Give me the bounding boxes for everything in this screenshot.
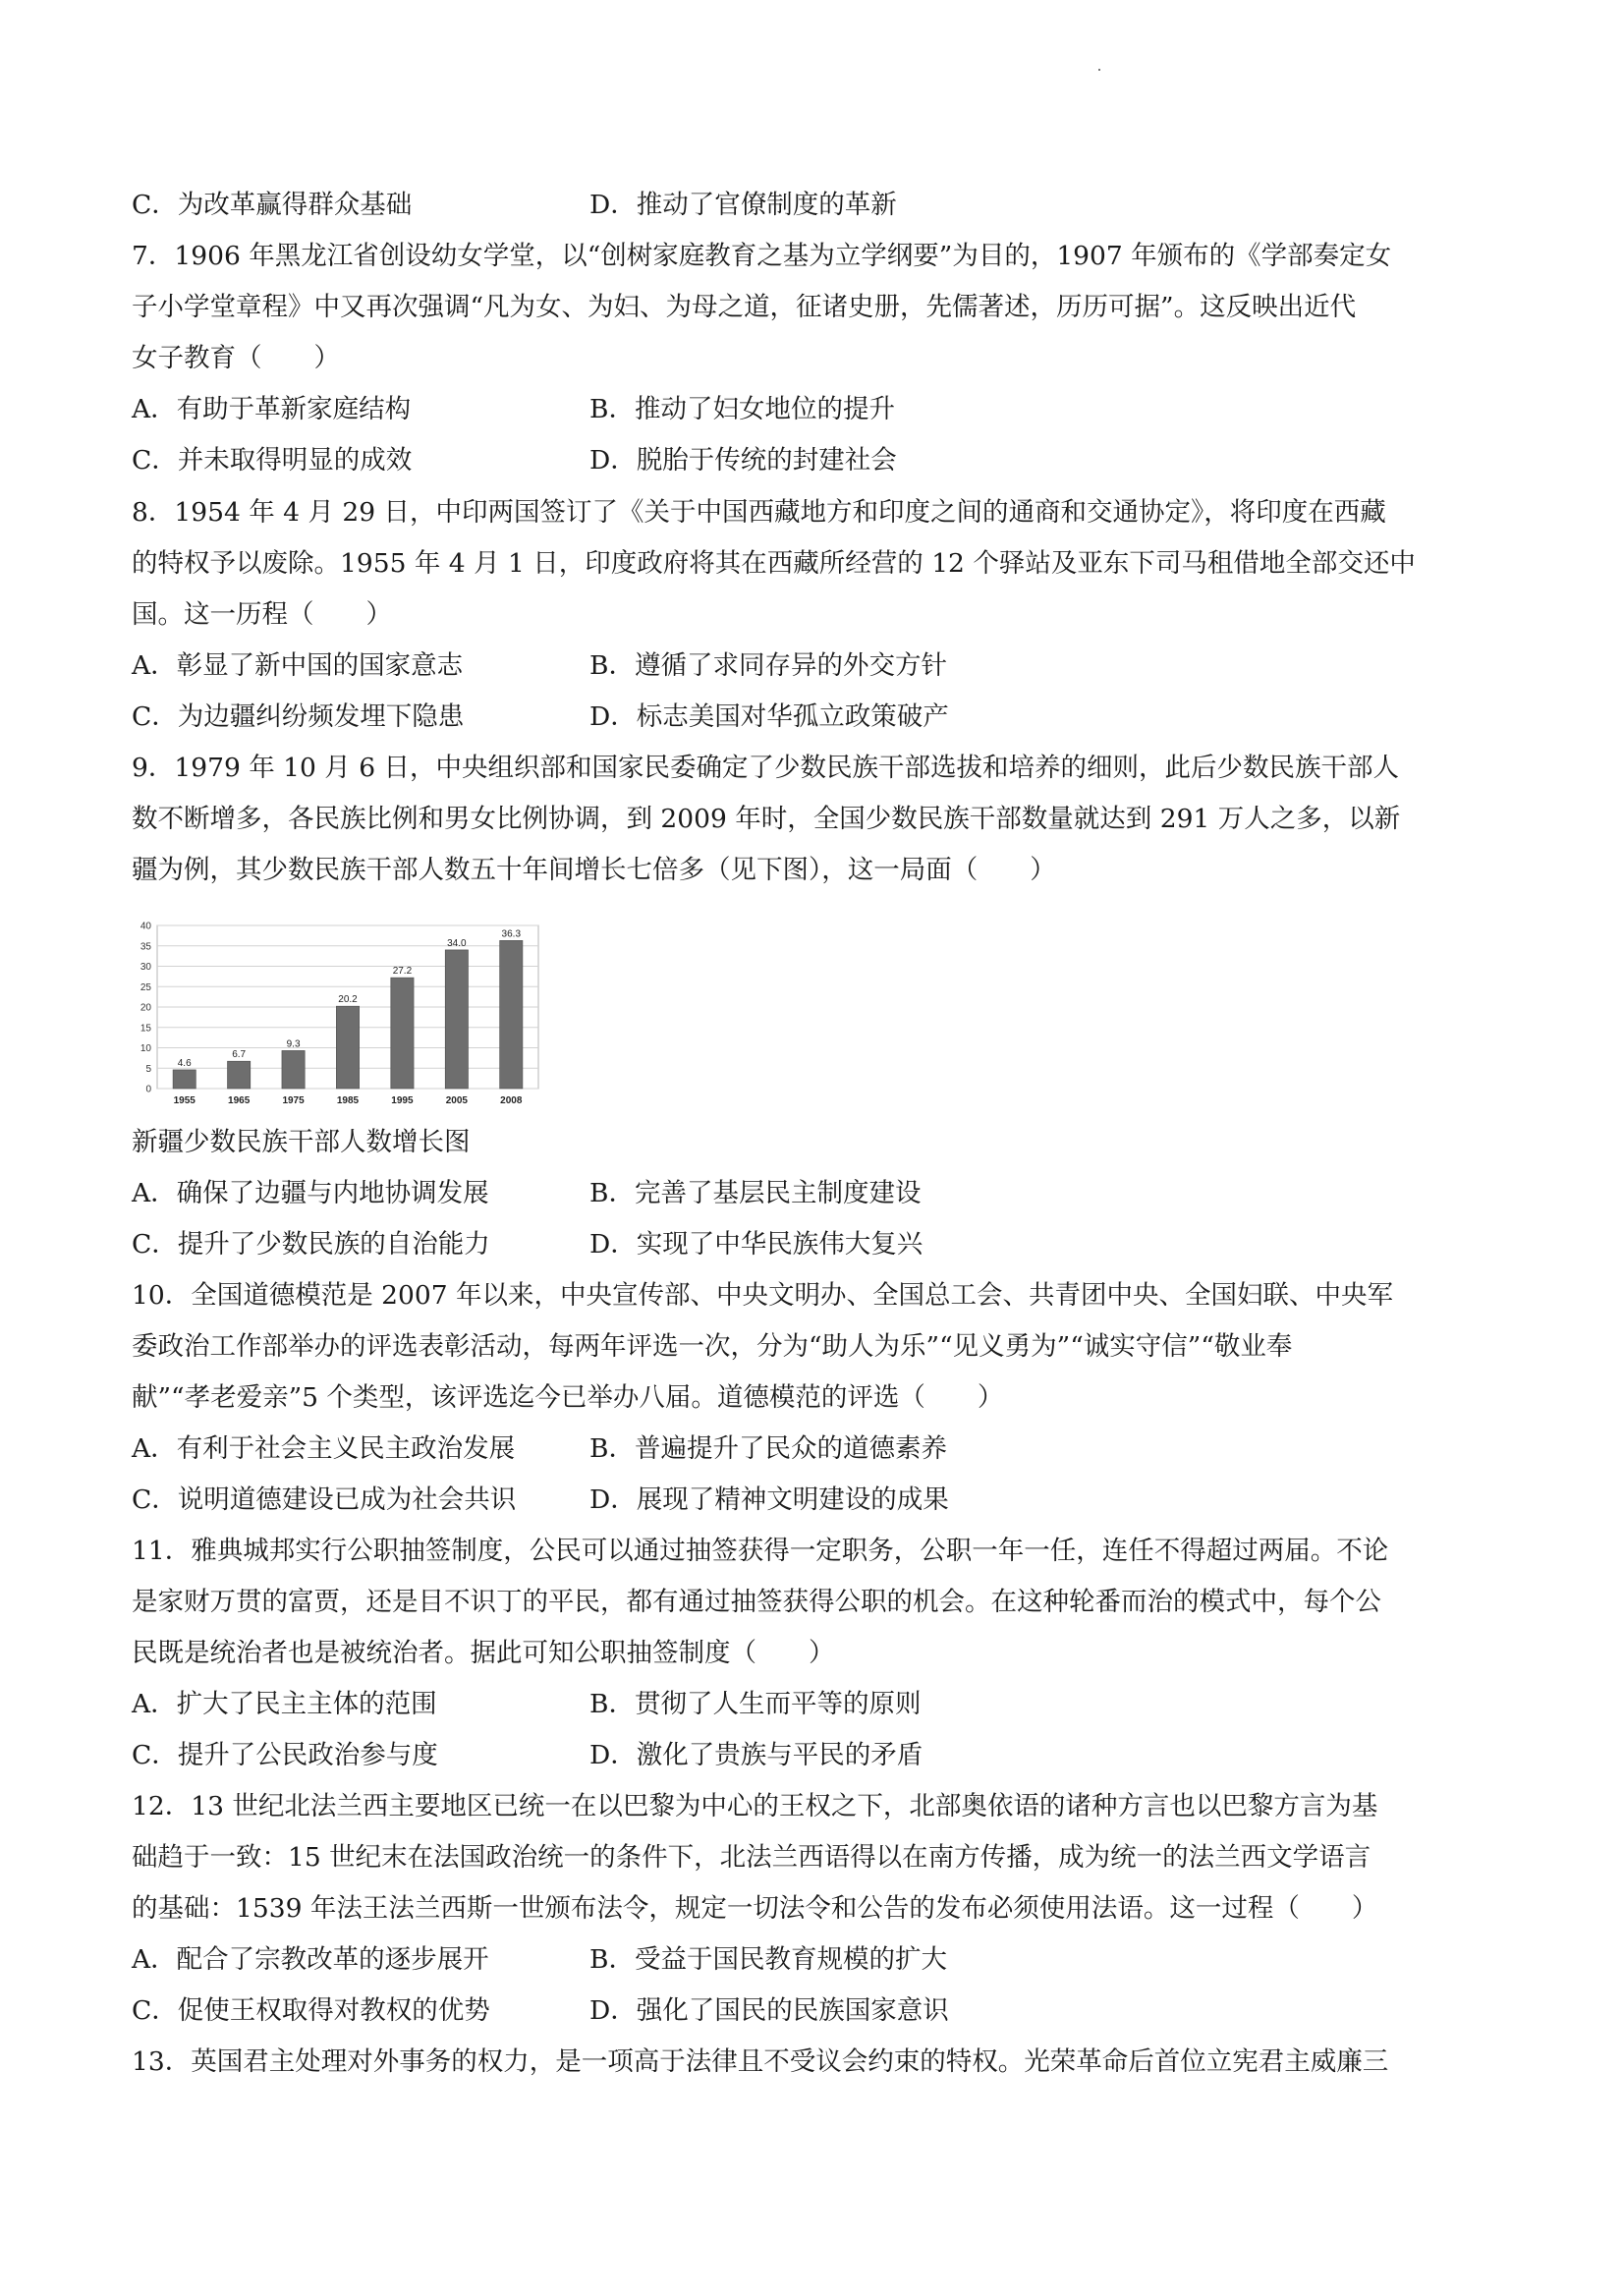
option-d: D．强化了国民的民族国家意识 (589, 1995, 949, 2026)
bar (173, 1070, 196, 1089)
option-a: A．彰显了新中国的国家意志 (132, 650, 464, 681)
x-tick-label: 1995 (391, 1095, 414, 1106)
q8-stem-line2: 的特权予以废除。1955 年 4 月 1 日，印度政府将其在西藏所经营的 12 个驿站及亚东下司马租借地全部交还中 (132, 548, 1416, 579)
bar-value-label: 20.2 (338, 994, 358, 1006)
q9-stem-line1: 9．1979 年 10 月 6 日，中央组织部和国家民委确定了少数民族干部选拔和培养的细则，此后少数民族干部人 (132, 753, 1399, 783)
bar (391, 978, 414, 1089)
bar (500, 940, 523, 1089)
option-d: D．推动了官僚制度的革新 (589, 190, 897, 220)
bar (228, 1061, 251, 1089)
y-tick-label: 20 (140, 1002, 151, 1014)
bar-value-label: 27.2 (392, 966, 413, 978)
q9-stem-line2: 数不断增多，各民族比例和男女比例协调，到 2009 年时，全国少数民族干部数量就达到 291 万人之多，以新 (132, 804, 1401, 834)
option-b: B．完善了基层民主制度建设 (589, 1178, 922, 1208)
page-speck (1098, 69, 1100, 71)
bar-chart (128, 914, 550, 1110)
option-c: C．并未取得明显的成效 (132, 445, 413, 476)
bar-value-label: 34.0 (447, 937, 467, 949)
x-tick-label: 2008 (500, 1095, 523, 1106)
option-c: C．提升了少数民族的自治能力 (132, 1229, 490, 1260)
y-tick-label: 25 (140, 981, 151, 993)
q11-stem-line1: 11．雅典城邦实行公职抽签制度，公民可以通过抽签获得一定职务，公职一年一任，连任不得超过两届。不论 (132, 1536, 1389, 1566)
option-c: C．提升了公民政治参与度 (132, 1740, 438, 1770)
y-tick-label: 10 (140, 1043, 151, 1054)
x-tick-label: 1975 (282, 1095, 305, 1106)
y-tick-label: 0 (145, 1084, 151, 1095)
q7-stem-line2: 子小学堂章程》中又再次强调“凡为女、为妇、为母之道，征诸史册，先儒著述，历历可据”。这反映出近代 (132, 292, 1357, 322)
q8-stem-line1: 8．1954 年 4 月 29 日，中印两国签订了《关于中国西藏地方和印度之间的通商和交通协定》，将印度在西藏 (132, 497, 1386, 528)
y-tick-label: 30 (140, 962, 151, 973)
option-a: A．扩大了民主主体的范围 (132, 1689, 437, 1719)
bar-value-label: 6.7 (232, 1049, 247, 1061)
option-a: A．有助于革新家庭结构 (132, 394, 412, 424)
bar-chart-svg (128, 914, 550, 1110)
option-a: A．确保了边疆与内地协调发展 (132, 1178, 489, 1208)
q7-stem-line1: 7．1906 年黑龙江省创设幼女学堂，以“创树家庭教育之基为立学纲要”为目的，1907 年颁布的《学部奏定女 (132, 241, 1392, 271)
bar-value-label: 4.6 (177, 1057, 192, 1069)
option-a: A．配合了宗教改革的逐步展开 (132, 1944, 489, 1975)
option-d: D．实现了中华民族伟大复兴 (589, 1229, 923, 1260)
y-tick-label: 5 (145, 1063, 151, 1075)
bar (282, 1050, 305, 1089)
option-b: B．贯彻了人生而平等的原则 (589, 1689, 922, 1719)
option-a: A．有利于社会主义民主政治发展 (132, 1433, 516, 1464)
y-tick-label: 15 (140, 1023, 151, 1035)
q10-stem-line1: 10．全国道德模范是 2007 年以来，中央宣传部、中央文明办、全国总工会、共青团中央、全国妇联、中央军 (132, 1280, 1394, 1311)
bar-value-label: 9.3 (286, 1038, 301, 1050)
option-c: C．为边疆纠纷频发埋下隐患 (132, 701, 465, 732)
option-c: C．为改革赢得群众基础 (132, 190, 413, 220)
bar-value-label: 36.3 (501, 928, 522, 940)
q13-stem-line1: 13．英国君主处理对外事务的权力，是一项高于法律且不受议会约束的特权。光荣革命后首位立宪君主威廉三 (132, 2046, 1389, 2077)
q11-stem-line2: 是家财万贯的富贾，还是目不识丁的平民，都有通过抽签获得公职的机会。在这种轮番而治的模式中，每个公 (132, 1587, 1381, 1617)
q10-stem-line3: 献”“孝老爱亲”5 个类型，该评选迄今已举办八届。道德模范的评选（ ） (132, 1382, 1004, 1413)
q7-stem-line3: 女子教育（ ） (132, 343, 340, 373)
x-tick-label: 2005 (445, 1095, 468, 1106)
y-tick-label: 40 (140, 921, 151, 932)
x-tick-label: 1965 (228, 1095, 251, 1106)
x-tick-label: 1985 (336, 1095, 360, 1106)
option-b: B．受益于国民教育规模的扩大 (589, 1944, 947, 1975)
q9-stem-line3: 疆为例，其少数民族干部人数五十年间增长七倍多（见下图），这一局面（ ） (132, 855, 1056, 885)
option-d: D．脱胎于传统的封建社会 (589, 445, 897, 476)
option-c: C．促使王权取得对教权的优势 (132, 1995, 490, 2026)
option-c: C．说明道德建设已成为社会共识 (132, 1484, 517, 1515)
x-tick-label: 1955 (173, 1095, 196, 1106)
option-d: D．标志美国对华孤立政策破产 (589, 701, 949, 732)
option-b: B．推动了妇女地位的提升 (589, 394, 895, 424)
q12-stem-line3: 的基础：1539 年法王法兰西斯一世颁布法令，规定一切法令和公告的发布必须使用法语。这一过程（ ） (132, 1893, 1378, 1924)
option-b: B．遵循了求同存异的外交方针 (589, 650, 947, 681)
q8-stem-line3: 国。这一历程（ ） (132, 599, 392, 630)
y-tick-label: 35 (140, 941, 151, 953)
bar (445, 950, 468, 1089)
q12-stem-line2: 础趋于一致：15 世纪末在法国政治统一的条件下，北法兰西语得以在南方传播，成为统一的法兰西文学语言 (132, 1842, 1371, 1873)
q12-stem-line1: 12．13 世纪北法兰西主要地区已统一在以巴黎为中心的王权之下，北部奥依语的诸种方言也以巴黎方言为基 (132, 1791, 1378, 1821)
q11-stem-line3: 民既是统治者也是被统治者。据此可知公职抽签制度（ ） (132, 1638, 835, 1668)
option-d: D．激化了贵族与平民的矛盾 (589, 1740, 923, 1770)
chart-caption: 新疆少数民族干部人数增长图 (132, 1127, 471, 1157)
option-b: B．普遍提升了民众的道德素养 (589, 1433, 947, 1464)
q10-stem-line2: 委政治工作部举办的评选表彰活动，每两年评选一次，分为“助人为乐”“见义勇为”“诚实守信”“敬业奉 (132, 1331, 1293, 1362)
bar (336, 1006, 359, 1089)
option-d: D．展现了精神文明建设的成果 (589, 1484, 949, 1515)
